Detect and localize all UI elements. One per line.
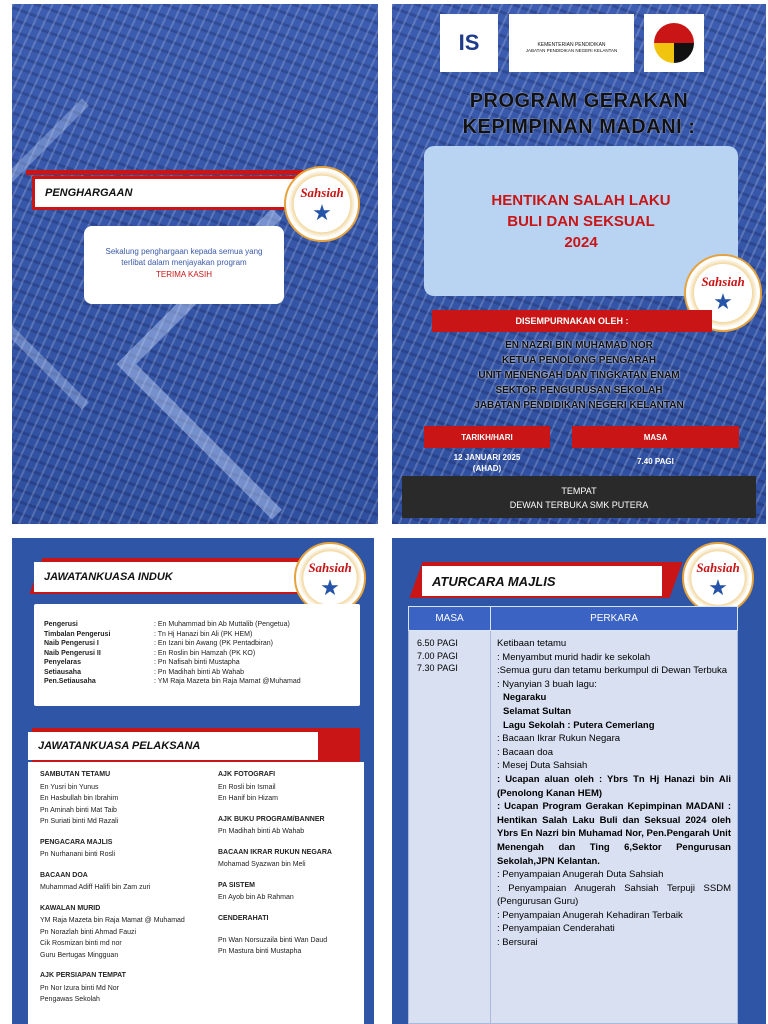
exec-member: Muhammad Adiff Halifi bin Zam zuri [40,884,151,891]
logo-text: Sahsiah [300,185,344,201]
theme-line2: BULI DAN SEKSUAL [507,213,655,230]
sekolah-logo: IS [440,14,498,72]
exec-member: Pn Wan Norsuzaila binti Wan Daud [218,936,328,944]
exec-group-head: KAWALAN MURID [40,904,101,912]
agenda-time: 7.30 PAGI [417,663,458,673]
officiated-label: DISEMPURNAKAN OLEH : [432,310,712,332]
committee-name: : En Roslin bin Hamzah (PK KO) [154,649,256,657]
committee-role: Pengerusi [44,621,78,628]
kelantan-logo [644,14,704,72]
cover-panel [392,4,766,524]
committee-name: : Pn Madihah binti Ab Wahab [154,668,245,676]
exec-member: Guru Bertugas Mingguan [40,951,119,959]
date-block [432,452,542,474]
star-person-icon: ★ [312,200,332,226]
agenda-banner [422,566,662,596]
committee-name: : Tn Hj Hanazi bin Ali (PK HEM) [154,630,253,638]
committee-row [44,630,350,640]
officiator-block [392,338,766,413]
star-person-icon: ★ [320,574,340,600]
venue-label: TEMPAT [561,486,597,496]
logo-text: Sahsiah [696,560,740,576]
venue-value: DEWAN TERBUKA SMK PUTERA [509,500,649,510]
exec-group [40,904,216,962]
agenda-item: :Semua guru dan tetamu berkumpul di Dewan Terbuka [497,665,728,677]
committee-role: Timbalan Pengerusi [44,630,111,638]
appreciation-panel [12,4,378,524]
ministry-name: KEMENTERIAN PENDIDIKAN [537,42,606,48]
committee-row [44,639,350,649]
time-cell [409,631,491,1024]
exec-group-head: AJK FOTOGRAFI [218,771,276,778]
date-value: 12 JANUARI 2025 [453,453,521,462]
agenda-item: : Ucapan aluan oleh : Ybrs Tn Hj Hanazi bin Ali (Penolong Kanan HEM) [497,773,731,799]
agenda-panel [392,538,766,1024]
exec-member: En Hanif bin Hizam [218,795,278,802]
red-stripe [26,170,322,175]
appreciation-title: PENGHARGAAN [45,187,133,199]
logo-text: Sahsiah [308,560,352,576]
exec-group [218,914,358,958]
day-value: (AHAD) [472,464,502,473]
exec-member: En Hasbullah bin Ibrahim [40,795,119,802]
committee-role: Pen.Setiausaha [44,678,96,685]
exec-group [40,770,216,828]
venue-bar [402,476,756,518]
star-person-icon: ★ [713,289,733,315]
exec-group-head: BACAAN DOA [40,871,88,879]
exec-member: Pn Norazlah binti Ahmad Fauzi [40,928,137,936]
agenda-item: : Bersurai [497,937,538,949]
exec-member [218,925,358,935]
exec-member: Cik Rosmizan binti md nor [40,940,122,947]
exec-group [40,838,216,861]
main-committee-card [34,604,360,706]
main-committee-banner [34,562,302,592]
exec-member: En Ayob bin Ab Rahman [218,894,294,901]
exec-member: Pn Madihah binti Ab Wahab [218,828,305,835]
program-title-line2: KEPIMPINAN MADANI : [462,116,696,138]
duta-sahsiah-logo [682,542,754,614]
ministry-logo [509,14,634,72]
theme-line1: HENTIKAN SALAH LAKU [491,192,671,209]
officiator-unit: UNIT MENENGAH DAN TINGKATAN ENAM [478,370,680,381]
committee-role: Naib Pengerusi II [44,649,101,657]
exec-group-head: AJK PERSIAPAN TEMPAT [40,972,126,979]
appreciation-card [84,226,284,304]
agenda-title: ATURCARA MAJLIS [432,573,556,589]
appreciation-title-banner [32,176,302,210]
theme-line3: 2024 [564,234,598,251]
exec-committee-card [28,762,364,1024]
star-person-icon: ★ [708,574,728,600]
exec-group-head: SAMBUTAN TETAMU [40,771,111,778]
exec-right-column [218,770,358,968]
committee-row [44,677,350,687]
exec-member: Mohamad Syazwan bin Meli [218,861,306,868]
officiator-title: KETUA PENOLONG PENGARAH [501,355,657,366]
time-label: MASA [572,426,739,448]
appreciation-text: Sekalung penghargaan kepada semua yang terlibat dalam menjayakan program [105,247,263,267]
agenda-item: : Penyampaian Anugerah Kehadiran Terbaik [497,909,683,921]
exec-member: En Rosli bin Ismail [218,783,276,791]
exec-member: YM Raja Mazeta bin Raja Mamat @ Muhamad [40,917,185,924]
agenda-item: : Bacaan doa [497,746,553,758]
agenda-item: : Penyampaian Anugerah Duta Sahsiah [497,869,664,881]
committee-name: : Pn Nafisah binti Mustapha [154,659,240,666]
exec-group [218,848,358,871]
program-title-line1: PROGRAM GERAKAN [469,90,689,112]
agenda-item: : Menyambut murid hadir ke sekolah [497,651,651,663]
agenda-time: 7.00 PAGI [417,650,458,661]
duta-sahsiah-logo [284,166,360,242]
committee-name: : En Muhammad bin Ab Muttalib (Pengetua) [154,621,290,628]
agenda-item: Selamat Sultan [503,705,572,717]
exec-group [40,971,216,1006]
committee-row [44,620,350,630]
exec-group [218,770,358,805]
col-item-header: PERKARA [491,607,738,631]
agenda-item: : Bacaan Ikrar Rukun Negara [497,733,621,745]
officiator-department: JABATAN PENDIDIKAN NEGERI KELANTAN [474,400,684,411]
exec-committee-banner [28,732,318,760]
committee-name: : YM Raja Mazeta bin Raja Mamat @Muhamad [154,678,301,685]
agenda-item: : Ucapan Program Gerakan Kepimpinan MADANI : Hentikan Salah Laku Buli dan Seksual 2024 oleh Ybrs En Nazri bin Muhamad Nor, Pen.Pengarah Unit Menengah dan Ting 6,Sektor Pengurusan Sekolah,JPN Kelantan. [497,801,731,867]
exec-member: Pn Mastura binti Mustapha [218,948,302,955]
agenda-item: Lagu Sekolah : Putera Cemerlang [503,719,655,731]
committee-row [44,649,350,659]
date-label: TARIKH/HARI [424,426,550,448]
committee-role: Penyelaras [44,659,81,666]
exec-left-column [40,770,216,1016]
agenda-item: : Penyampaian Cenderahati [497,923,615,935]
exec-member: Pengawas Sekolah [40,996,100,1003]
agenda-table [408,606,738,1024]
exec-member: Pn Aminah binti Mat Taib [40,806,117,814]
exec-group [218,815,358,838]
exec-member: Pn Nor Izura binti Md Nor [40,984,119,992]
exec-member: Pn Suriati binti Md Razali [40,818,119,825]
officiator-sector: SEKTOR PENGURUSAN SEKOLAH [495,385,663,396]
thanks-text: TERIMA KASIH [155,270,212,279]
committee-panel [12,538,374,1024]
agenda-item: : Penyampaian Anugerah Sahsiah Terpuji SSDM (Pengurusan Guru) [497,882,731,908]
time-value: 7.40 PAGI [637,457,674,466]
exec-group [40,871,216,894]
committee-row [44,668,350,678]
exec-group [218,881,358,904]
main-committee-title: JAWATANKUASA INDUK [44,571,173,583]
logo-text: Sahsiah [701,273,745,289]
committee-role: Setiausaha [44,668,81,676]
officiator-name: EN NAZRI BIN MUHAMAD NOR [505,340,653,351]
agenda-time: 6.50 PAGI [417,638,458,648]
exec-group-head: AJK BUKU PROGRAM/BANNER [218,815,325,823]
exec-committee-title: JAWATANKUASA PELAKSANA [38,740,201,752]
exec-member: Pn Nurhanani binti Rosli [40,851,116,858]
committee-name: : En Izani bin Awang (PK Pentadbiran) [154,640,273,647]
agenda-item: Negaraku [503,692,547,704]
committee-role: Naib Pengerusi I [44,640,99,647]
committee-row [44,658,350,668]
state-emblem-icon [654,23,694,63]
exec-group-head: CENDERAHATI [218,914,269,922]
item-cell [491,631,738,1024]
agenda-item: : Nyanyian 3 buah lagu: [497,678,597,690]
exec-member: En Yusri bin Yunus [40,783,99,791]
department-name: JABATAN PENDIDIKAN NEGERI KELANTAN [525,48,618,53]
exec-group-head: BACAAN IKRAR RUKUN NEGARA [218,848,332,856]
exec-group-head: PENGACARA MAJLIS [40,838,113,846]
agenda-item: : Mesej Duta Sahsiah [497,760,588,772]
agenda-item: Ketibaan tetamu [497,638,567,649]
col-time-header: MASA [409,607,491,631]
exec-group-head: PA SISTEM [218,881,255,889]
